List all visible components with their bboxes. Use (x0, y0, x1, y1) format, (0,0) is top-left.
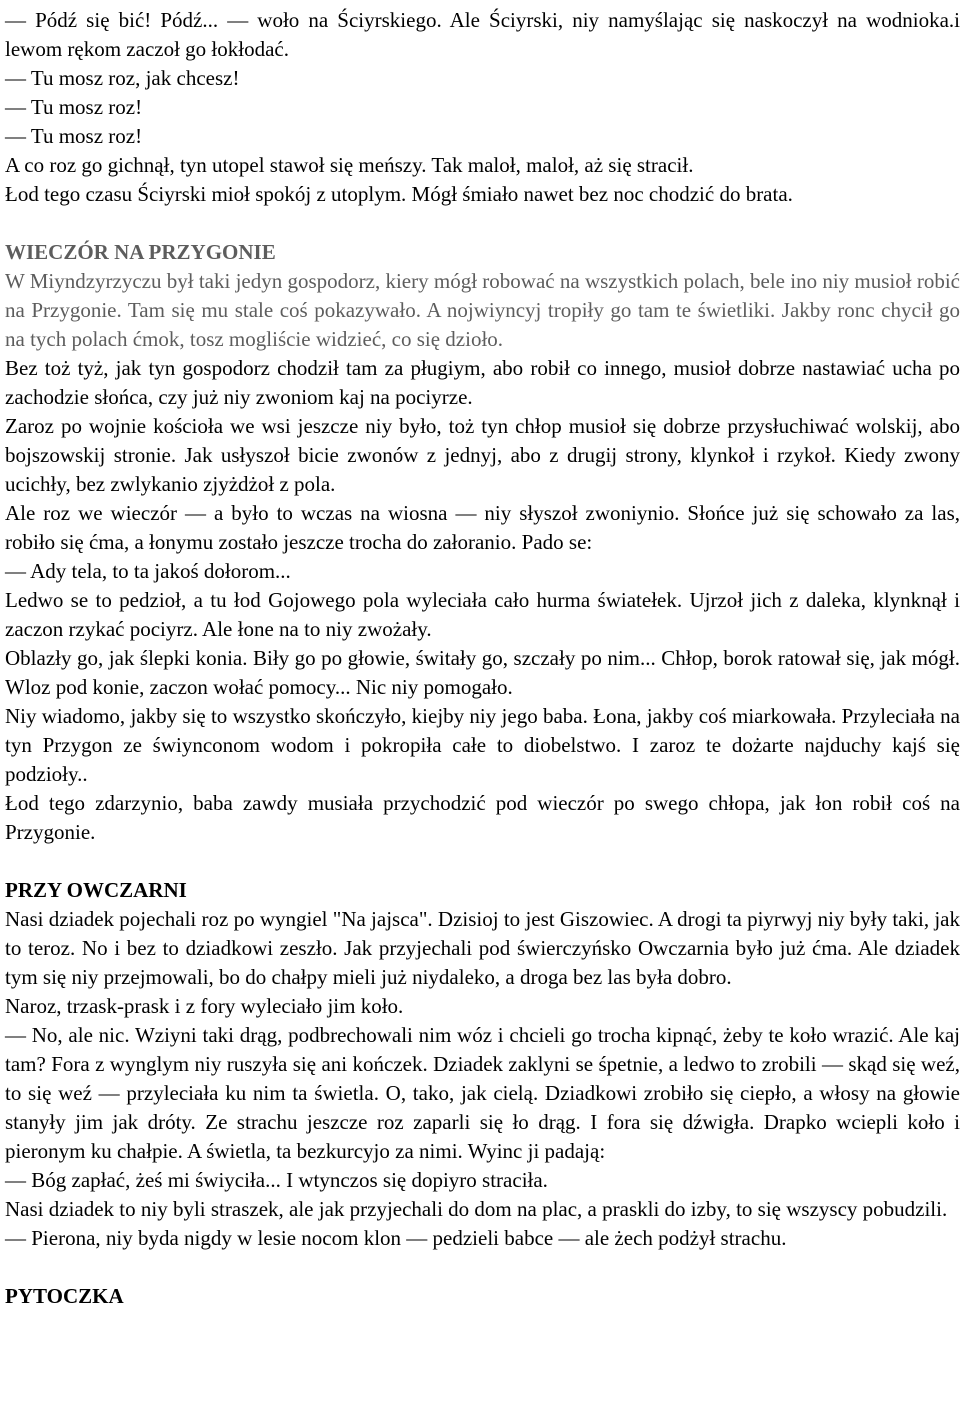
paragraph: — Pierona, niy byda nigdy w lesie nocom klon — pedzieli babce — ale żech podżył strachu. (5, 1226, 787, 1250)
paragraph: — Pódź się bić! Pódź... — woło na Ściyrskiego. Ale Ściyrski, niy namyślając się naskoczył na wodnioka.i lewom rękom zaczoł go łokłodać. (5, 8, 960, 61)
section-przy-owczarni (5, 876, 960, 1253)
paragraph: Oblazły go, jak ślepki konia. Biły go po głowie, świtały go, szczały po nim... Chłop, borok ratował się, jak mógł. Wloz pod konie, zaczon wołać pomocy... Nic niy pomogało. (5, 646, 960, 699)
paragraph: Ale roz we wieczór — a było to wczas na wiosna — niy słyszoł zwoniynio. Słońce już się schowało za las, robiło się ćma, a łonymu zostało jeszcze trocha do załoranio. Pado se: (5, 501, 960, 554)
paragraph: Nasi dziadek to niy byli straszek, ale jak przyjechali do dom na plac, a praskli do izby, to się wszyscy pobudzili. (5, 1197, 948, 1221)
section-intro (5, 6, 960, 209)
document-page (5, 6, 960, 1311)
paragraph: W Miyndzyrzyczu był taki jedyn gospodorz, kiery mógł robować na wszystkich polach, bele ino niy musioł robić na Przygonie. Tam się mu stale coś pokazywało. A nojwiyncyj tropiły go tam te świetliki. Jakby ronc chycił go na tych polach ćmok, tosz mogliście widzieć, co się dzioło. (5, 269, 960, 351)
paragraph: Nasi dziadek pojechali roz po wyngiel "Na jajsca". Dzisioj to jest Giszowiec. A drogi ta piyrwyj niy były taki, jak to teroz. No i bez to dziadkowi zeszło. Jak przyjechali pod świerczyńsko Owczarnia było już ćma. Ale dziadek tym się niy przejmowali, bo do chałpy mieli już niydaleko, a droga bez las była dobro. (5, 907, 960, 989)
paragraph: Łod tego czasu Ściyrski mioł spokój z utoplym. Mógł śmiało nawet bez noc chodzić do brata. (5, 182, 793, 206)
paragraph: Bez toż tyż, jak tyn gospodorz chodził tam za pługiym, abo robił co innego, musioł dobrze nastawiać ucha po zachodzie słońca, czy już niy zwoniom kaj na pociyrze. (5, 356, 960, 409)
paragraph: — Bóg zapłać, żeś mi świyciła... I wtynczos się dopiyro straciła. (5, 1168, 548, 1192)
section-heading: PRZY OWCZARNI (5, 878, 187, 902)
paragraph: — Tu mosz roz, jak chcesz! (5, 66, 240, 90)
section-heading: PYTOCZKA (5, 1284, 124, 1308)
paragraph: Ledwo se to pedzioł, a tu łod Gojowego pola wyleciała cało hurma światełek. Ujrzoł jich z daleka, klynknął i zaczon rzykać pociyrz. Ale łone na to niy zwożały. (5, 588, 960, 641)
section-wieczor-na-przygonie (5, 238, 960, 847)
paragraph: — Ady tela, to ta jakoś dołorom... (5, 559, 291, 583)
section-heading: WIECZÓR NA PRZYGONIE (5, 240, 276, 264)
paragraph: — Tu mosz roz! (5, 124, 143, 148)
paragraph: Niy wiadomo, jakby się to wszystko skończyło, kiejby niy jego baba. Łona, jakby coś miarkowała. Przyleciała na tyn Przygon ze świynconom wodom i pokropiła całe to diobelstwo. I zaroz te dożarte najduchy kajś się podzioły.. (5, 704, 960, 786)
paragraph: Naroz, trzask-prask i z fory wyleciało jim koło. (5, 994, 404, 1018)
paragraph: Łod tego zdarzynio, baba zawdy musiała przychodzić pod wieczór po swego chłopa, jak łon robił coś na Przygonie. (5, 791, 960, 844)
paragraph: — No, ale nic. Wziyni taki drąg, podbrechowali nim wóz i chcieli go trocha kipnąć, żeby te koło wrazić. Ale kaj tam? Fora z wynglym niy ruszyła się ani kończek. Dziadek zaklyni se śpetnie, a ledwo to zrobili — skąd się weź, to się weź — przyleciała ku nim ta świetla. O, tako, jak cielą. Dziadkowi zrobiło się ciepło, a włosy na głowie stanyły jim jak dróty. Ze strachu jeszcze roz zaparli się ło drąg. I fora się dźwigła. Drapko wciepli koło i pieronym ku chałpie. A świetla, ta bezkurcyjo za nimi. Wyinc ji padają: (5, 1023, 960, 1163)
paragraph: Zaroz po wojnie kościoła we wsi jeszcze niy było, toż tyn chłop musioł się dobrze przysłuchiwać wolskij, abo bojszowskij stronie. Jak usłyszoł bicie zwonów z jednyj, abo z drugij strony, klynkoł i rzykoł. Kiedy zwony ucichły, bez zwlykanio zjyżdżoł z pola. (5, 414, 960, 496)
paragraph: — Tu mosz roz! (5, 95, 143, 119)
paragraph: A co roz go gichnął, tyn utopel stawoł się meńszy. Tak maloł, maloł, aż się stracił. (5, 153, 694, 177)
section-pytoczka (5, 1282, 960, 1311)
